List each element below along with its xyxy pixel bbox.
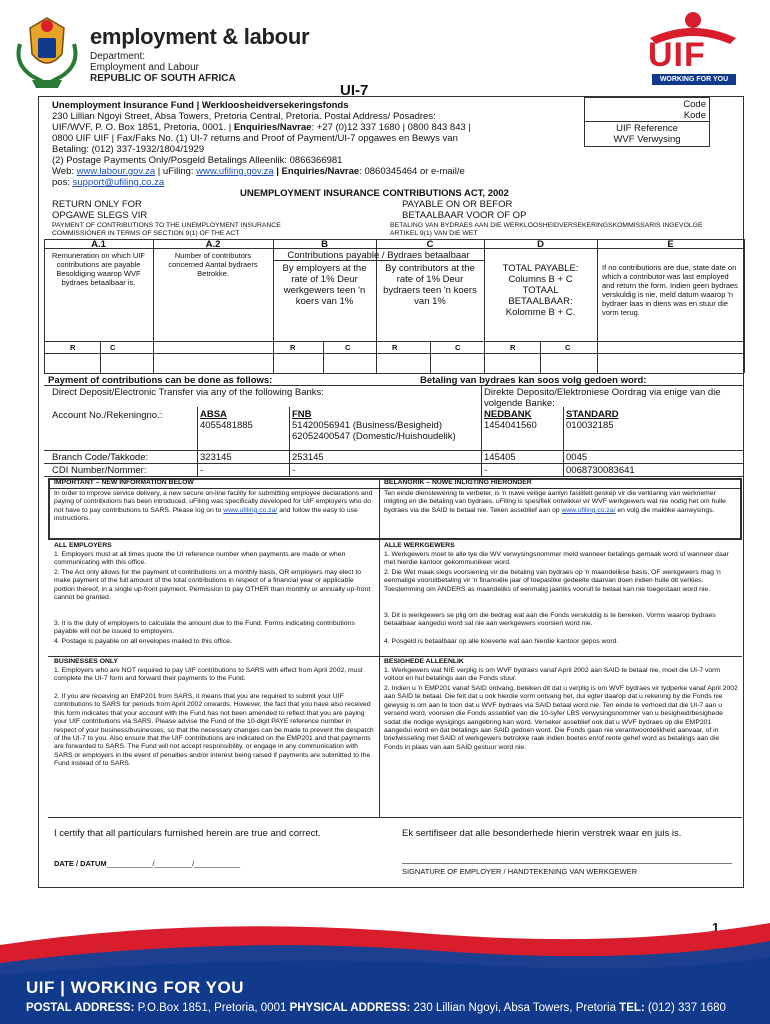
ufiling-link-en[interactable]: www.ufiling.co.za/ [223,506,278,514]
d-cents-label: C [565,343,571,352]
alle-werkgewers-2: 2. Die Wet maak slegs voorsiening vir die betaling van bydraes op 'n maandelikse basis, OF werkgewers mag 'n eenmalige vooruitbetaling vir 'n finansiële jaar of toepaslike gedeelte daarvan doen indien hulle dit verkies. Toestemming om ANDERS as maandeliks of eenmalig jaarliks vooruit te betaal kan nie toegestaan word nie. [384,569,721,593]
important-body-en: In order to improve service delivery, a new secure on-line facility for submitting employee declarations and paying of contributions has been introduced. uFiling was specifically developed for UIF employers who do not have to pay contributions to SARS. Please log on to www.ufiling.co.za/ and follow the easy to use instructions. [54,490,373,523]
alle-werkgewers-4: 4. Posgeld is betaalbaar op alle koeverte wat aan hierdie kantoor gepos word. [384,638,619,645]
email-line: pos: support@ufiling.co.za [52,177,165,188]
bank-standard-cdi: 0068730083641 [566,465,635,476]
dept-label: Department: [90,51,146,62]
e-date-input[interactable] [597,355,744,372]
bank-nedbank-branch: 145405 [484,452,516,463]
web-line: Web: www.labour.gov.za | uFiling: www.ufiling.gov.za | Enquiries/Navrae: 0860345464 or e-mail/e [52,166,465,177]
b-rand-label: R [290,343,296,352]
bank-nedbank-cdi: - [484,465,488,476]
date-label: DATE / DATUM___________/_________/___________ [54,859,241,868]
brand-title: employment & labour [90,24,310,49]
code-label: Code [683,99,706,110]
act-title: UNEMPLOYMENT INSURANCE CONTRIBUTIONS ACT, 2002 [240,188,509,199]
enquiries-line: UIF/WVF, P. O. Box 1851, Pretoria, 0001. | Enquiries/Navrae: +27 (0)12 337 1680 | 0800 843 843 | [52,122,471,133]
account-label: Account No./Rekeningno.: [52,410,163,421]
all-employers-4: 4. Postage is payable on all envelopes mailed to this office. [54,638,232,645]
support-email-link[interactable]: support@ufiling.co.za [72,177,165,188]
footer-tagline: UIF | WORKING FOR YOU [26,978,244,997]
d-cents-input[interactable] [540,355,597,372]
alle-werkgewers-3: 3. Dit is werkgewers se plig om die bedrag wat aan die Fonds verskuldig is te bereken. Vorms waarop bydraes betaalbaar aangedui word sal nie aan werkgewers voorsien word nie. [384,612,716,628]
betaalbaar-label: BETAALBAAR VOOR OF OP [402,210,527,221]
d-rand-input[interactable] [484,355,540,372]
bank-standard-branch: 0045 [566,452,588,463]
businesses-only-2: 2. If you are receiving an EMP201 from SARS, it means that you are required to submit your UIF contributions to SARS for periods from April 2002 onwards. However, the fact that you have also received this form indicates that your account with the Fund has not been amended to reflect that you are paying your UIF contributions via SARS. Please advise the Fund of the 10-digit PAYE reference number in respect of your business/businesses, so that the necessary changes can be made to prevent the despatch of the UI-7 to you. Also ensure that the UIF contributions are indicated on the EMP201 and that payments are forwarded to SARS. The Fund will not accept responsibility, or engage in any communication with SARS or employers in the event of penalties and/or interest being raised if payments are submitted to the Fund instead of to SARS. [54,693,374,768]
col-b-header: B [321,239,328,250]
a1-cents-label: C [110,343,116,352]
b-cents-input[interactable] [323,355,376,372]
important-title-af: BELANGRIK – NUWE INLIGTING HIERONDER [384,479,532,486]
cdi-label: CDI Number/Nommer: [52,465,147,476]
all-employers-3: 3. It is the duty of employers to calculate the amount due to the Fund. Forms indicating contributions payable will not be issued to employers. [54,620,355,636]
fund-name: Unemployment Insurance Fund | Werkloosheidversekeringsfonds [52,100,349,111]
d-description: TOTAL PAYABLE: Columns B + C TOTAAL BETAALBAAR: Kolomme B + C. [502,263,579,318]
col-c-header: C [426,239,434,250]
col-d-header: D [537,239,544,250]
businesses-only-title: BUSINESSES ONLY [54,658,118,665]
date-input[interactable] [100,855,280,869]
return-only-label: RETURN ONLY FOR [52,199,142,210]
a1-description: Remuneration on which UIF contributions are payable Besoldiging waarop WVF bydraes betaalbaar is. [52,251,145,287]
betaling-section-note: BETALING VAN BYDRAES AAN DIE WERKLOOSHEIDVERSEKERINGSKOMMISSARIS INGEVOLGE ARTIKEL 9(1) VAN DIE WET [390,222,703,238]
besighede-alleenlik-1: 1. Werkgewers wat NIE verplig is om WVF bydraes vanaf April 2002 aan SAID te betaal nie, moet die UI-7 vorm voltooi en hul betalings aan die Fonds stuur. [384,667,721,683]
certify-af: Ek sertifiseer dat alle besonderhede hierin verstrek waar en juis is. [402,828,682,839]
signature-line[interactable] [402,863,732,864]
form-title: UI-7 [340,82,369,99]
bank-fnb-account: 51420056941 (Business/Besigheid) [292,420,442,431]
besighede-alleenlik-2: 2. Indien u 'n EMP201 vanaf SAID ontvang, beteken dit dat u verplig is om WVF bydraes vir tydperke vanaf April 2002 aan SAID te betaal. Die feit dat u ook hierdie vorm ontvang het, dui egter daarop dat u rekening by die Fonds nie gewysig is om aan te toon dat u WVF bydraes via SAID betaal word nie. Ten einde te verhoed dat die UI-7 aan u versend word, voorsien die Fonds asseblief van die 10-syfer LBS verwysingsnommer van u besigheid/besighede sodat die nodige wysigings aangebring kan word. Verseker asseblief ook dat u WVF bydraes op die EMP201 aangedui word en dat betalings aan SAID gedoen word. Die Fonds gaan nie verantwoordelikheid aanvaar, of in briefwisseling met SAID of werkgewers betrokke raak indien boetes en/of rente gehef word as betalings aan die Fonds in plaas van aan SAID gestuur word nie. [384,685,738,751]
all-employers-2: 2. The Act only allows for the payment of contributions on a monthly basis, OR employers may elect to make payment of the full amount of the total contributions in respect of a financial year or applicable portion thereof, in a single up-front payment. Permission to pay OTHER than monthly or annually up-front cannot be granted. [54,569,371,602]
payment-title-en: Payment of contributions can be done as follows: [48,375,273,386]
bank-fnb-cdi: - [292,465,296,476]
a1-rand-label: R [70,343,76,352]
c-rand-input[interactable] [376,355,430,372]
postage-line: (2) Postage Payments Only/Posgeld Betalings Alleenlik: 0866366981 [52,155,343,166]
branch-label: Branch Code/Takkode: [52,452,149,463]
fax-numbers: Betaling: (012) 337-1932/1804/1929 [52,144,205,155]
direct-deposit-af: Direkte Deposito/Elektroniese Oordrag via enige van die volgende Banke: [484,387,721,409]
uif-reference-label: UIF Reference [616,123,678,134]
uif-logo-tagline: WORKING FOR YOU [652,74,736,85]
ufiling-link-af[interactable]: www.ufiling.co.za/ [561,506,616,514]
direct-deposit-en: Direct Deposit/Electronic Transfer via any of the following Banks: [52,387,324,398]
payable-label: PAYABLE ON OR BEFOR [402,199,513,210]
c-cents-label: C [455,343,461,352]
uif-logo [630,8,756,88]
bank-absa-branch: 323145 [200,452,232,463]
bank-standard-name: STANDARD [566,409,619,420]
all-employers-title: ALL EMPLOYERS [54,542,112,549]
country-name: REPUBLIC OF SOUTH AFRICA [90,73,236,84]
besighede-alleenlik-title: BESIGHEDE ALLEENLIK [384,658,464,665]
c-rand-label: R [392,343,398,352]
a2-count-input[interactable] [153,355,273,372]
c-description: By contributors at the rate of 1% Deur bydraers teen 'n koers van 1% [383,263,477,307]
col-e-header: E [667,239,674,250]
important-body-af: Ten einde dienslewering te verbeter, is 'n nuwe veilige aanlyn fasiliteit geskep vir die verklaring van werknemer inligting en die betaling van bydraes. uFiling is spesifiek ontwikkel vir WVF werkgewers wat nie nodig het om hulle bydraes via die SAID te betaal nie. Teken asseblief aan op www.ufiling.co.za/ en volg die maklike aanwysings. [384,490,726,514]
bank-nedbank-account: 1454041560 [484,420,537,431]
a2-description: Number of contributors concerned Aantal bydraers Betrokke. [168,251,258,278]
certify-en: I certify that all particulars furnished herein are true and correct. [54,828,321,839]
col-a2-header: A.2 [205,239,221,250]
b-rand-input[interactable] [273,355,323,372]
col-a1-header: A.1 [91,239,106,250]
footer-address-line: POSTAL ADDRESS: P.O.Box 1851, Pretoria, 0001 PHYSICAL ADDRESS: 230 Lillian Ngoyi, Absa Towers, Pretoria TEL: (012) 337 1680 [26,1002,726,1014]
bank-standard-account: 010032185 [566,420,614,431]
wvf-reference-label: WVF Verwysing [613,134,681,145]
opgawe-label: OPGAWE SLEGS VIR [52,210,148,221]
address-line: 230 Lillian Ngoyi Street, Absa Towers, Pretoria Central, Pretoria. Postal Address/ Posadres: [52,111,436,122]
uif-logo-text: UIF [648,36,706,74]
e-description: If no contributions are due, state date on which a contributor was last employed and return the form. Indien geen bydraes verskuldig is nie, meld datum waarop 'n bydraer laas in diens was en stuur die vorm terug. [602,263,738,317]
bank-fnb-branch: 253145 [292,452,324,463]
bank-absa-account: 4055481885 [200,420,253,431]
ufiling-link[interactable]: www.ufiling.gov.za [196,166,274,177]
c-cents-input[interactable] [430,355,484,372]
signature-label: SIGNATURE OF EMPLOYER / HANDTEKENING VAN WERKGEWER [402,867,638,876]
payment-title-af: Betaling van bydraes kan soos volg gedoen word: [420,375,647,386]
b-cents-label: C [345,343,351,352]
alle-werkgewers-title: ALLE WERKGEWERS [384,542,455,549]
d-rand-label: R [510,343,516,352]
bank-fnb-name: FNB [292,409,312,420]
dept-name: Employment and Labour [90,62,199,73]
all-employers-1: 1. Employers must at all times quote the UI reference number when payments are made or when communicating with this office. [54,551,346,567]
b-description: By employers at the rate of 1% Deur werkgewers teen 'n koers van 1% [282,263,367,307]
bank-absa-name: ABSA [200,409,227,420]
a1-cents-input[interactable] [100,355,153,372]
businesses-only-1: 1. Employers who are NOT required to pay UIF contributions to SARS with effect from April 2002, must complete the UI-7 form and forward their payments to the Fund. [54,667,363,683]
important-title-en: IMPORTANT – NEW INFORMATION BELOW [54,479,194,486]
labour-link[interactable]: www.labour.gov.za [76,166,156,177]
bank-fnb-account2: 62052400547 (Domestic/Huishoudelik) [292,431,456,442]
payment-section-note: PAYMENT OF CONTRIBUTIONS TO THE UNEMPLOYMENT INSURANCE COMMISSIONER IN TERMS OF SECTION 9(1) OF THE ACT [52,222,281,238]
fax-line: 0800 UIF UIF | Fax/Faks No. (1) UI-7 returns and Proof of Payment/UI-7 opgawes en Bewys van [52,133,458,144]
contributions-payable-header: Contributions payable / Bydraes betaalbaar [287,250,470,261]
bank-absa-cdi: - [200,465,204,476]
page-number: 1 [712,920,720,935]
a1-rand-input[interactable] [44,355,100,372]
kode-label: Kode [683,110,706,121]
alle-werkgewers-1: 1. Werkgewers moet te alle tye die WV verwysingsnommer meld wanneer betalings gemaak word of wanneer daar met hierdie kantoor gekommunikeer word. [384,551,729,567]
bank-nedbank-name: NEDBANK [484,409,532,420]
coat-of-arms-icon [12,14,82,92]
